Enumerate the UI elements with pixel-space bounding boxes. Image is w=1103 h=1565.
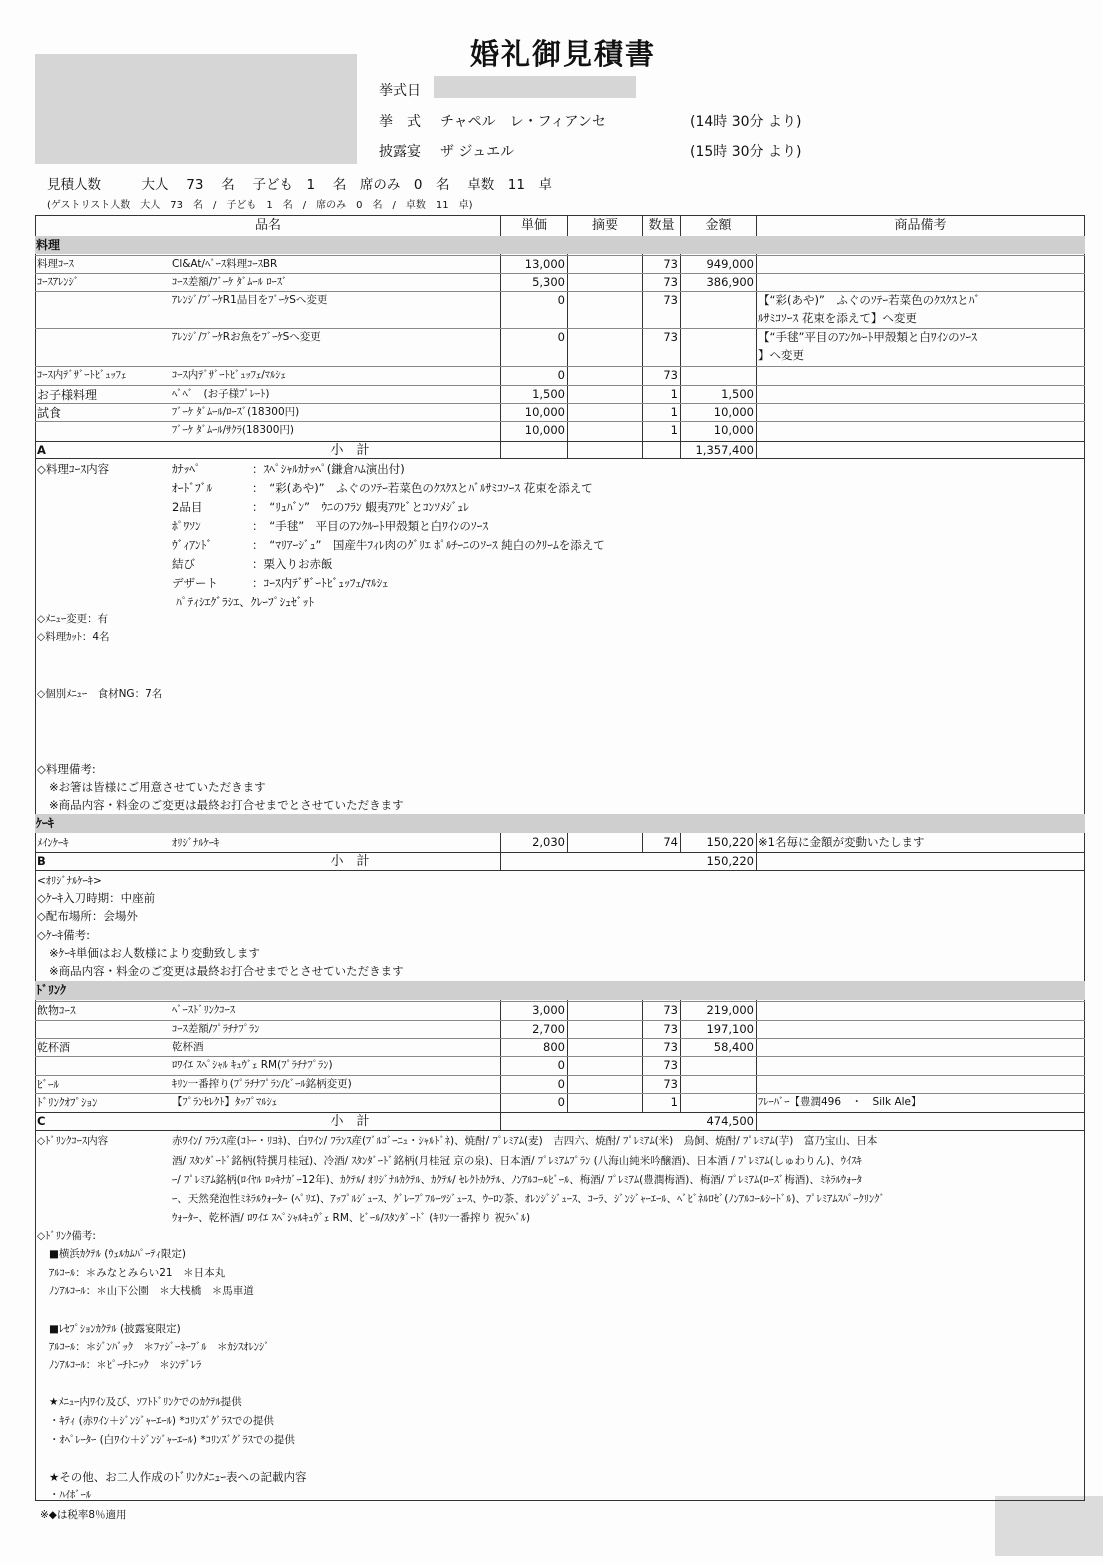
- drink-course-line-3: ｰ/ ﾌﾟﾚﾐｱﾑ銘柄(ﾛｲﾔﾙ ﾛｯｷﾅｶﾞｰ12年)、ｶｸﾃﾙ/ ｵﾘｼﾞﾅﾙｶｸﾃﾙ、ｶｸﾃﾙ/ ｾﾚｸﾄｶｸﾃﾙ、ﾉﾝｱﾙｺｰﾙﾋﾞｰﾙ、梅酒/ ﾌﾟﾚﾐｱﾑ(豊潤梅酒)、梅酒/ ﾌﾟﾚﾐｱﾑ(ﾛｰｽﾞ梅酒)、ﾐﾈﾗﾙｳｫｰﾀ: [172, 1174, 862, 1186]
- subtotal-a-label: 小 計: [330, 443, 370, 458]
- section-drink: ﾄﾞﾘﾝｸ: [35, 981, 1085, 1000]
- col-header-qty: 数量: [648, 218, 675, 233]
- cuisine-row-item: ﾍﾞﾍﾞ (お子様ﾌﾟﾚｰﾄ): [172, 388, 270, 400]
- cuisine-row-qty: 73: [663, 257, 678, 271]
- reception-time: (15時 30分 より): [690, 144, 802, 160]
- row-divider: [35, 291, 1085, 292]
- section-cake: ｹｰｷ: [35, 814, 1085, 833]
- cuisine-cut: ◇料理ｶｯﾄ：4名: [37, 631, 110, 643]
- cuisine-row-note: ﾙｻﾐｺｿｰｽ 花束を添えて】へ変更: [758, 311, 917, 325]
- cuisine-menu-change: ◇ﾒﾆｭｰ変更：有: [37, 613, 109, 625]
- drink-row-item: ｷﾘﾝ一番搾り(ﾌﾟﾗﾁﾅﾌﾟﾗﾝ/ﾋﾞｰﾙ銘柄変更): [172, 1078, 352, 1090]
- row-divider: [35, 366, 1085, 367]
- cake-info-5: ※ｹｰｷ単価はお人数様により変動致します: [49, 946, 260, 960]
- reception-label: 披露宴: [379, 144, 421, 160]
- col-header-summary: 摘要: [591, 218, 618, 233]
- drink-row-category: ﾋﾞｰﾙ: [37, 1078, 59, 1091]
- drink-row-category: 乾杯酒: [37, 1041, 70, 1054]
- row-divider: [35, 1001, 1085, 1002]
- table-left-border: [35, 215, 36, 1501]
- redacted-name-block: [35, 54, 357, 164]
- row-divider: [35, 328, 1085, 329]
- col-header-notes: 商品備考: [894, 218, 947, 233]
- course-dish-desc: ： “ﾏﾘｱｰｼﾞｭ” 国産牛ﾌｨﾚ肉のｸﾞﾘｴ ﾎﾟﾙﾁｰﾆのｿｰｽ 純白のｸﾘｰﾑを添えて: [252, 538, 605, 552]
- drink-row-price: 0: [557, 1077, 565, 1091]
- drink-row-amount: 197,100: [706, 1022, 754, 1036]
- drink-row-amount: 219,000: [706, 1003, 754, 1017]
- cuisine-row-qty: 73: [663, 368, 678, 382]
- cuisine-row-note: 【“手毬”平目のｱﾝｸﾙｰﾄ甲殻類と白ﾜｲﾝのｿｰｽ: [758, 330, 977, 344]
- cuisine-row-category: ｺｰｽ内ﾃﾞｻﾞｰﾄﾋﾞｭｯﾌｪ: [37, 369, 127, 381]
- document-title: 婚礼御見積書: [470, 37, 657, 71]
- cuisine-row-price: 13,000: [524, 257, 565, 271]
- course-dish-desc: ： “ﾘｭﾊﾞﾝ” ｳﾆのﾌﾗﾝ 蝦夷ｱﾜﾋﾞとｺﾝｿﾒｼﾞｭﾚ: [252, 500, 469, 514]
- drink-reception-title: ■ﾚｾﾌﾟｼｮﾝｶｸﾃﾙ (披露宴限定): [49, 1323, 181, 1335]
- subtotal-a-line: [35, 441, 1085, 442]
- row-divider: [35, 255, 1085, 256]
- ceremony-date-label: 挙式日: [379, 83, 421, 99]
- cuisine-row-price: 10,000: [524, 423, 565, 437]
- guestlist-summary: (ゲストリスト人数 大人 73 名 / 子ども 1 名 / 席のみ 0 名 / 卓数 11 卓): [47, 200, 473, 211]
- cuisine-row-item: ｺｰｽ内ﾃﾞｻﾞｰﾄﾋﾞｭｯﾌｪ/ﾏﾙｼｪ: [172, 369, 286, 381]
- drink-course-label: ◇ﾄﾞﾘﾝｸｺｰｽ内容: [37, 1135, 109, 1147]
- subtotal-c-line: [35, 1112, 1085, 1113]
- drink-yokohama-title: ■横浜ｶｸﾃﾙ (ｳｪﾙｶﾑﾊﾟｰﾃｨ限定): [49, 1248, 186, 1260]
- subtotal-b-amount: 150,220: [706, 854, 754, 868]
- drink-course-line-1: 赤ﾜｲﾝ/ ﾌﾗﾝｽ産(ｺﾄｰ・ﾘﾖﾈ)、白ﾜｲﾝ/ ﾌﾗﾝｽ産(ﾌﾞﾙｺﾞｰﾆｭ・ｼｬﾙﾄﾞﾈ)、焼酎/ ﾌﾟﾚﾐｱﾑ(麦) 吉四六、焼酎/ ﾌﾟﾚﾐｱﾑ(米) 鳥飼、焼酎/ ﾌﾟﾚﾐｱﾑ(芋) 富乃宝山、日本: [172, 1135, 878, 1147]
- drink-row-item: ﾍﾞｰｽﾄﾞﾘﾝｸｺｰｽ: [172, 1004, 235, 1016]
- course-dish-label: デザート: [172, 576, 218, 590]
- subtotal-a-bottom: [35, 458, 1085, 459]
- ceremony-time: (14時 30分 より): [690, 114, 802, 130]
- row-divider: [35, 1056, 1085, 1057]
- drink-yokohama-alcohol: ｱﾙｺｰﾙ：＊みなとみらい21 ＊日本丸: [49, 1267, 226, 1279]
- cuisine-row-price: 0: [557, 293, 565, 307]
- cuisine-remark-2: ※商品内容・料金のご変更は最終お打合せまでとさせていただきます: [49, 798, 404, 812]
- course-dish-desc: ：ｺｰｽ内ﾃﾞｻﾞｰﾄﾋﾞｭｯﾌｪ/ﾏﾙｼｪ: [252, 576, 389, 590]
- cuisine-row-amount: 1,500: [721, 387, 754, 401]
- cake-info-2: ◇ｹｰｷ入刀時期：中座前: [37, 891, 156, 905]
- cake-row-price: 2,030: [532, 835, 565, 849]
- cuisine-row-qty: 73: [663, 275, 678, 289]
- course-dish-desc: ： “手毬” 平目のｱﾝｸﾙｰﾄ甲殻類と白ﾜｲﾝのｿｰｽ: [252, 519, 489, 533]
- course-dish-label: 2品目: [172, 500, 203, 514]
- cuisine-row-price: 10,000: [524, 405, 565, 419]
- redacted-date-field: [434, 76, 636, 98]
- drink-row-price: 0: [557, 1058, 565, 1072]
- drink-row-price: 3,000: [532, 1003, 565, 1017]
- drink-row-category: ﾄﾞﾘﾝｸｵﾌﾟｼｮﾝ: [37, 1096, 98, 1109]
- drink-row-qty: 73: [663, 1077, 678, 1091]
- drink-course-line-5: ｳｫｰﾀｰ、乾杯酒/ ﾛﾜｲｴ ｽﾍﾟｼｬﾙｷｭｳﾞｪ RM、ﾋﾞｰﾙ/ｽﾀﾝﾀﾞｰﾄﾞ (ｷﾘﾝ一番搾り 祝ﾗﾍﾞﾙ): [172, 1212, 531, 1224]
- course-dish-label: 結び: [172, 557, 195, 571]
- course-dish-label: ｵｰﾄﾞﾌﾞﾙ: [172, 481, 213, 495]
- drink-row-qty: 1: [670, 1095, 678, 1109]
- subtotal-b-code: B: [37, 854, 46, 868]
- row-divider: [35, 1093, 1085, 1094]
- cake-row-qty: 74: [663, 835, 678, 849]
- drink-row-category: 飲物ｺｰｽ: [37, 1004, 76, 1017]
- cake-row-item: ｵﾘｼﾞﾅﾙｹｰｷ: [172, 837, 220, 849]
- subtotal-b-bottom: [35, 870, 1085, 871]
- drink-wine-2: ・ｵﾍﾟﾚｰﾀｰ (白ﾜｲﾝ＋ｼﾞﾝｼﾞｬｰｴｰﾙ) *ｺﾘﾝｽﾞｸﾞﾗｽでの提供: [49, 1434, 295, 1446]
- subtotal-b-line: [35, 852, 1085, 853]
- cuisine-row-category: 試食: [37, 406, 62, 420]
- cuisine-row-note: 【“彩(あや)” ふぐのｿﾃｰ若菜色のｸｽｸｽとﾊﾞ: [758, 293, 981, 307]
- row-divider: [35, 403, 1085, 404]
- cuisine-row-qty: 73: [663, 293, 678, 307]
- cuisine-row-qty: 1: [670, 387, 678, 401]
- drink-row-price: 800: [543, 1040, 565, 1054]
- drink-row-item: 【ﾌﾟﾗﾝｾﾚｸﾄ】ﾀｯﾌﾟﾏﾙｼｪ: [172, 1096, 277, 1108]
- cuisine-individual-menu: ◇個別ﾒﾆｭｰ 食材NG：7名: [37, 688, 163, 700]
- row-divider: [35, 273, 1085, 274]
- drink-row-item: ﾛﾜｲｴ ｽﾍﾟｼｬﾙ ｷｭｳﾞｪ RM(ﾌﾟﾗﾁﾅﾌﾟﾗﾝ): [172, 1059, 333, 1071]
- subtotal-c-code: C: [37, 1114, 46, 1128]
- cuisine-row-qty: 1: [670, 423, 678, 437]
- subtotal-b-label: 小 計: [330, 854, 370, 869]
- row-divider: [35, 1038, 1085, 1039]
- cake-info-4: ◇ｹｰｷ備考:: [37, 928, 90, 942]
- drink-yokohama-nonalcohol: ﾉﾝｱﾙｺｰﾙ：＊山下公園 ＊大桟橋 ＊馬車道: [49, 1285, 254, 1297]
- cake-info-6: ※商品内容・料金のご変更は最終お打合せまでとさせていただきます: [49, 964, 404, 978]
- cuisine-row-item: Cl&At/ﾍﾞｰｽ料理ｺｰｽBR: [172, 258, 278, 270]
- cuisine-row-item: ｱﾚﾝｼﾞ/ﾌﾞｰｹRお魚をﾌﾞｰｹSへ変更: [172, 331, 321, 343]
- col-divider: [567, 833, 568, 853]
- cuisine-remark-1: ※お箸は皆様にご用意させていただきます: [49, 780, 266, 794]
- section-cuisine: 料理: [35, 236, 1085, 254]
- table-right-border: [1084, 215, 1085, 1501]
- col-header-unit-price: 単価: [520, 218, 547, 233]
- cuisine-row-qty: 1: [670, 405, 678, 419]
- cuisine-row-amount: 386,900: [706, 275, 754, 289]
- course-dish-desc: ：ｽﾍﾟｼｬﾙｶﾅｯﾍﾟ(鎌倉ﾊﾑ演出付): [252, 462, 405, 476]
- course-dish-label: ｳﾞｨｱﾝﾄﾞ: [172, 538, 213, 552]
- drink-row-item: 乾杯酒: [172, 1041, 204, 1053]
- course-dish-desc: ：栗入りお赤飯: [252, 557, 333, 571]
- table-top-border: [35, 215, 1085, 216]
- cake-row-category: ﾒｲﾝｹｰｷ: [37, 837, 69, 849]
- cuisine-row-category: 料理ｺｰｽ: [37, 258, 74, 270]
- subtotal-a-amount: 1,357,400: [695, 443, 754, 457]
- row-divider: [35, 421, 1085, 422]
- drink-reception-nonalcohol: ﾉﾝｱﾙｺｰﾙ：＊ﾋﾟｰﾁﾄﾆｯｸ ＊ｼﾝﾃﾞﾚﾗ: [49, 1359, 202, 1371]
- cake-row-amount: 150,220: [706, 835, 754, 849]
- ceremony-venue: チャペル レ・フィアンセ: [440, 114, 606, 130]
- drink-row-item: ｺｰｽ差額/ﾌﾟﾗﾁﾅﾌﾟﾗﾝ: [172, 1023, 260, 1035]
- drink-wine-title: ★ﾒﾆｭｰ内ﾜｲﾝ及び、ｿﾌﾄﾄﾞﾘﾝｸでのｶｸﾃﾙ提供: [49, 1396, 242, 1408]
- drink-row-note: ﾌﾚｰﾊﾞｰ【豊潤496 ・ Silk Ale】: [758, 1096, 922, 1108]
- cake-info-1: <ｵﾘｼﾞﾅﾙｹｰｷ>: [37, 875, 102, 887]
- drink-row-qty: 73: [663, 1003, 678, 1017]
- cuisine-course-label: ◇料理ｺｰｽ内容: [37, 462, 110, 476]
- subtotal-c-label: 小 計: [330, 1114, 370, 1129]
- drink-course-line-4: ｰ、天然発泡性ﾐﾈﾗﾙｳｫｰﾀｰ (ﾍﾟﾘｴ)、ｱｯﾌﾟﾙｼﾞｭｰｽ、ｸﾞﾚｰﾌﾟﾌﾙｰﾂｼﾞｭｰｽ、ｳｰﾛﾝ茶、ｵﾚﾝｼﾞｼﾞｭｰｽ、ｺｰﾗ、ｼﾞﾝｼﾞｬｰｴｰﾙ、ﾍﾞﾋﾞﾈﾙﾛｾﾞ(ﾉﾝｱﾙｺｰﾙｼｰﾄﾞﾙ)、ﾌﾟﾚﾐｱﾑｽﾊﾟｰｸﾘﾝｸﾞ: [172, 1193, 885, 1205]
- drink-other-1: ・ﾊｲﾎﾞｰﾙ: [49, 1489, 91, 1501]
- course-dish-label: ｶﾅｯﾍﾟ: [172, 462, 201, 476]
- course-dish-desc: ﾊﾟﾃｨｼｴｸﾞﾗｼｴ、ｸﾚｰﾌﾟｼｭｾﾞｯﾄ: [176, 595, 314, 609]
- cuisine-row-price: 0: [557, 330, 565, 344]
- redacted-corner: [995, 1496, 1103, 1556]
- row-divider: [35, 1020, 1085, 1021]
- course-dish-desc: ： “彩(あや)” ふぐのｿﾃｰ若菜色のｸｽｸｽとﾊﾞﾙｻﾐｺｿｰｽ 花束を添えて: [252, 481, 593, 495]
- drink-row-amount: 58,400: [713, 1040, 754, 1054]
- cuisine-row-amount: 10,000: [713, 423, 754, 437]
- row-divider: [35, 385, 1085, 386]
- row-divider: [35, 1075, 1085, 1076]
- cuisine-row-qty: 73: [663, 330, 678, 344]
- footer-tax-note: ※◆は税率8％適用: [40, 1509, 127, 1521]
- cuisine-remarks-label: ◇料理備考:: [37, 762, 96, 776]
- cuisine-row-note: 】へ変更: [758, 348, 804, 362]
- cuisine-row-price: 5,300: [532, 275, 565, 289]
- cuisine-row-item: ｱﾚﾝｼﾞ/ﾌﾞｰｹR1品目をﾌﾞｰｹSへ変更: [172, 294, 328, 306]
- drink-wine-1: ・ｷﾃｨ (赤ﾜｲﾝ＋ｼﾞﾝｼﾞｬｰｴｰﾙ) *ｺﾘﾝｽﾞｸﾞﾗｽでの提供: [49, 1415, 274, 1427]
- drink-course-line-2: 酒/ ｽﾀﾝﾀﾞｰﾄﾞ銘柄(特撰月桂冠)、冷酒/ ｽﾀﾝﾀﾞｰﾄﾞ銘柄(月桂冠 京の泉)、日本酒/ ﾌﾟﾚﾐｱﾑﾌﾟﾗﾝ (八海山純米吟醸酒)、日本酒 / ﾌﾟﾚﾐｱﾑ(しゅわりん)、ｳｲｽｷ: [172, 1155, 862, 1167]
- cuisine-row-price: 1,500: [532, 387, 565, 401]
- cake-info-3: ◇配布場所：会場外: [37, 909, 138, 923]
- ceremony-label: 挙 式: [379, 114, 421, 130]
- cuisine-row-amount: 10,000: [713, 405, 754, 419]
- subtotal-c-bottom: [35, 1130, 1085, 1131]
- drink-row-qty: 73: [663, 1022, 678, 1036]
- reception-venue: ザ ジュエル: [440, 144, 515, 160]
- cuisine-row-price: 0: [557, 368, 565, 382]
- headcount-summary: 見積人数 大人 73 名 子ども 1 名 席のみ 0 名 卓数 11 卓: [47, 177, 552, 193]
- cuisine-row-amount: 949,000: [706, 257, 754, 271]
- table-bottom-border: [35, 1500, 1085, 1501]
- cuisine-row-item: ｺｰｽ差額/ﾌﾞｰｹ ﾀﾞﾑｰﾙ ﾛｰｽﾞ: [172, 276, 288, 288]
- col-header-name: 品名: [254, 218, 281, 233]
- drink-other-title: ★その他、お二人作成のﾄﾞﾘﾝｸﾒﾆｭｰ表への記載内容: [49, 1470, 307, 1484]
- cuisine-row-item: ﾌﾞｰｹ ﾀﾞﾑｰﾙ/ｻｸﾗ(18300円): [172, 424, 294, 436]
- drink-reception-alcohol: ｱﾙｺｰﾙ：＊ｼﾞﾝﾊﾞｯｸ ＊ﾌｧｼﾞｰﾈｰﾌﾞﾙ ＊ｶｼｽｵﾚﾝｼﾞ: [49, 1341, 270, 1353]
- drink-row-qty: 73: [663, 1040, 678, 1054]
- cuisine-row-category: お子様料理: [37, 388, 98, 402]
- col-header-amount: 金額: [705, 218, 732, 233]
- subtotal-c-amount: 474,500: [706, 1114, 754, 1128]
- cuisine-row-category: ｺｰｽｱﾚﾝｼﾞ: [37, 276, 79, 288]
- cuisine-row-item: ﾌﾞｰｹ ﾀﾞﾑｰﾙ/ﾛｰｽﾞ(18300円): [172, 406, 300, 418]
- subtotal-a-code: A: [37, 443, 46, 457]
- drink-row-price: 0: [557, 1095, 565, 1109]
- course-dish-label: ﾎﾟﾜｿﾝ: [172, 519, 201, 533]
- cake-row-note: ※1名毎に金額が変動いたします: [758, 835, 925, 849]
- drink-row-price: 2,700: [532, 1022, 565, 1036]
- drink-row-qty: 73: [663, 1058, 678, 1072]
- drink-remarks-label: ◇ﾄﾞﾘﾝｸ備考:: [37, 1230, 96, 1242]
